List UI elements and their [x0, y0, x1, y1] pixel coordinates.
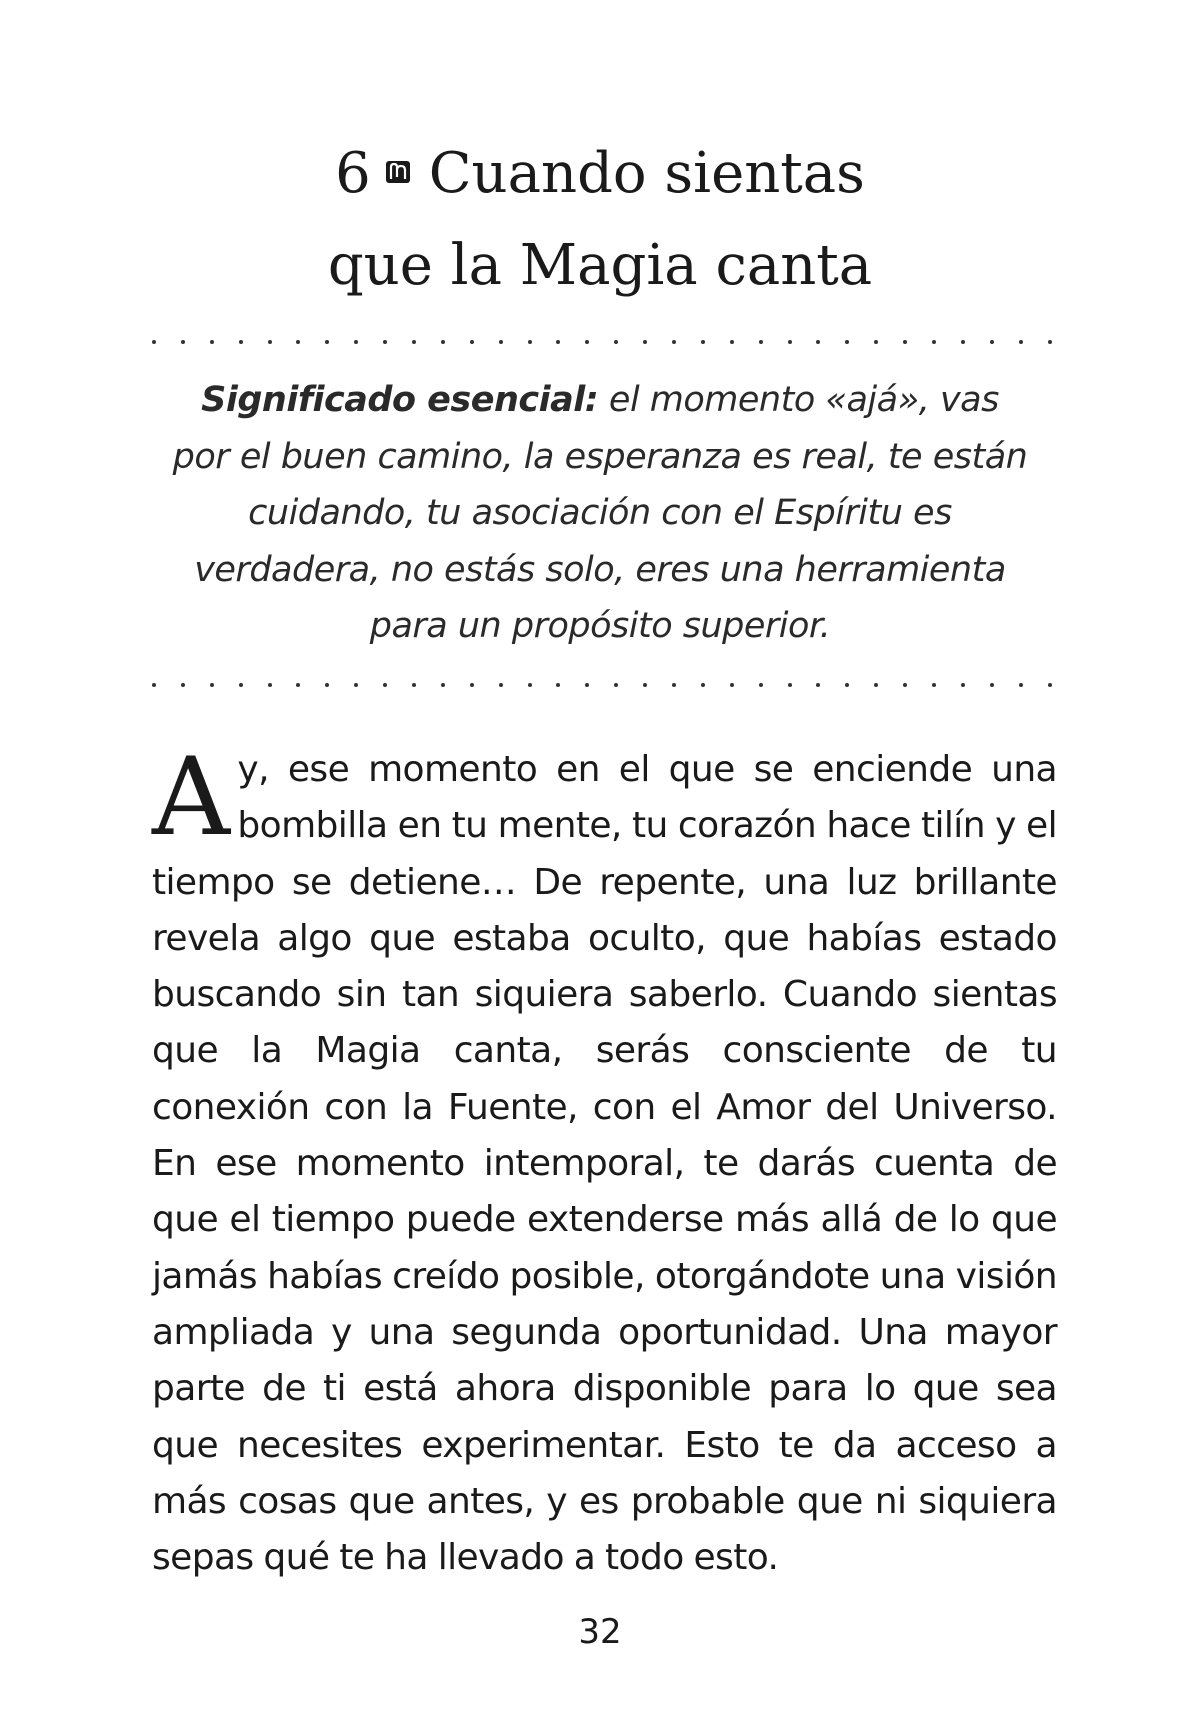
chapter-title [0, 128, 1200, 312]
celtic-knot-ornament-icon [385, 160, 411, 184]
chapter-title-text-1: Cuando sientas [428, 141, 865, 206]
drop-cap: A [152, 735, 230, 860]
essential-meaning-label: Significado esencial: [201, 380, 599, 420]
dotted-divider-top [152, 339, 1052, 345]
body-paragraph [152, 735, 1057, 1586]
chapter-number: 6 [335, 141, 371, 206]
essential-meaning-text: el momento «ajá», vas por el buen camino, la esperanza es real, te están cuidando, tu asociación con el Espíritu es verdadera, no estás solo, eres una herramienta para un propósito superior. [172, 380, 1028, 646]
body-text: y, ese momento en el que se enciende una bombilla en tu mente, tu corazón hace tilín y el tiempo se detiene… De repente, una luz brillante revela algo que estaba oculto, que habías estado buscando sin tan siquiera saberlo. Cuando sientas que la Magia canta, serás consciente de tu conexión con la Fuente, con el Amor del Universo. En ese momento intemporal, te darás cuenta de que el tiempo puede extenderse más allá de lo que jamás habías creído posible, otorgándote una visión ampliada y una segunda oportunidad. Una mayor parte de ti está ahora disponible para lo que sea que necesites experimentar. Esto te da acceso a más cosas que antes, y es probable que ni siquiera sepas qué te ha llevado a todo esto. [152, 749, 1057, 1579]
essential-meaning [170, 372, 1030, 655]
page-number: 32 [578, 1612, 622, 1652]
dotted-divider-bottom [152, 682, 1052, 688]
chapter-title-line-1 [0, 128, 1200, 220]
chapter-title-line-2: que la Magia canta [327, 233, 873, 298]
